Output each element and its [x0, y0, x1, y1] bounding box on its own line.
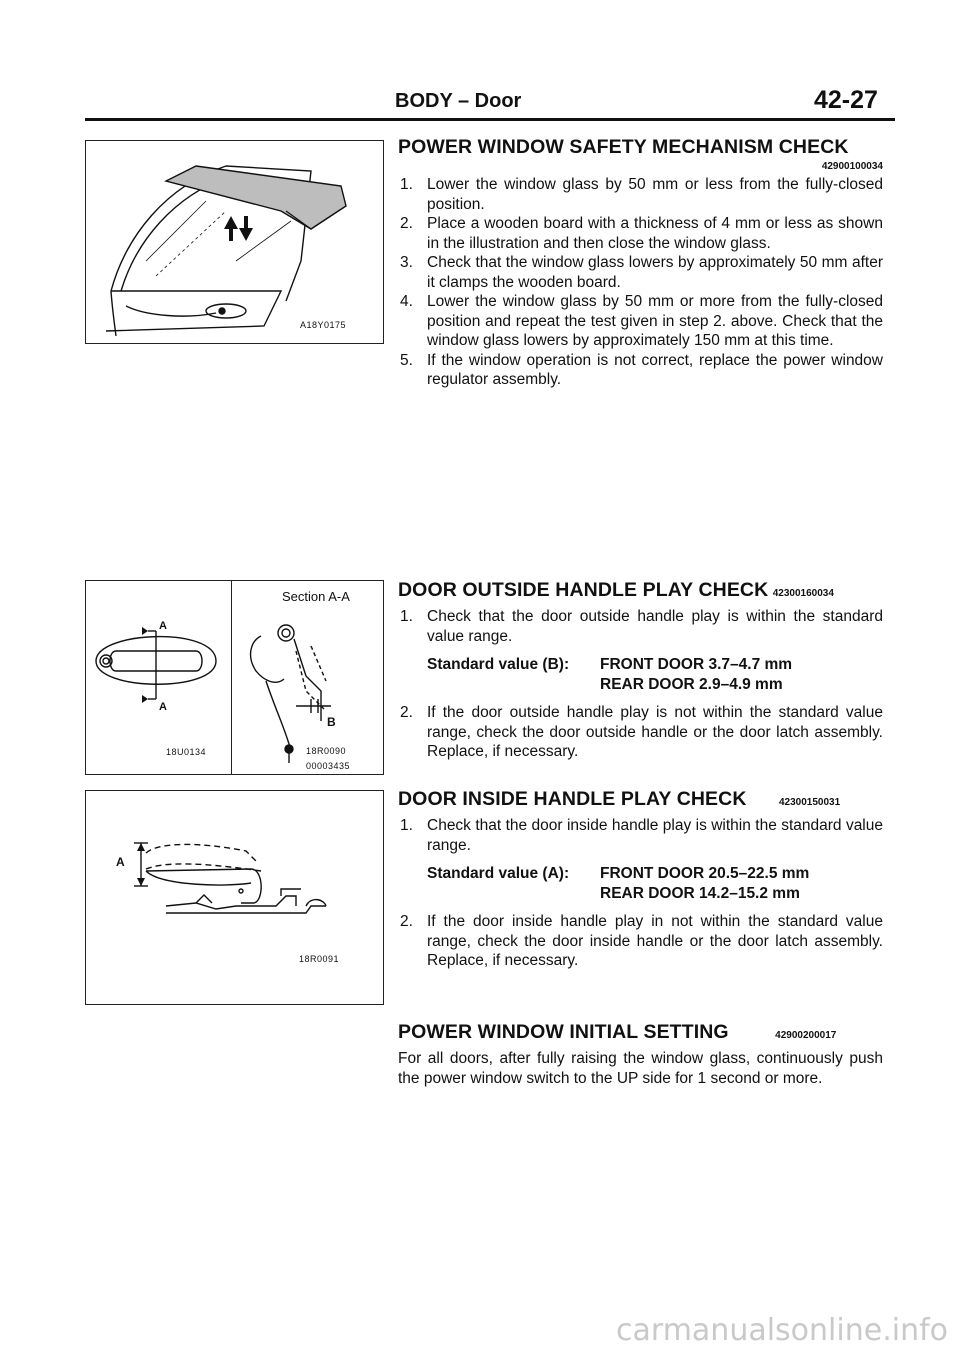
- section-body: For all doors, after fully raising the window glass, continuously push the power window switch to the UP side for 1 second or more.: [398, 1050, 883, 1087]
- figure-code-right: 18R0090: [306, 746, 347, 756]
- section-title: DOOR INSIDE HANDLE PLAY CHECK: [398, 788, 747, 810]
- section-a-a-label: Section A-A: [282, 589, 350, 604]
- label-b: B: [327, 715, 336, 729]
- step-item: 1. Lower the window glass by 50 mm or less from the fully-closed position.: [400, 176, 883, 213]
- section-outside-handle-play: [398, 579, 883, 762]
- window-board-illustration: [86, 141, 383, 343]
- standard-value: Standard value (A): FRONT DOOR 20.5–22.5 mm REAR DOOR 14.2–15.2 mm: [427, 865, 810, 902]
- figure-code: A18Y0175: [300, 320, 347, 330]
- section-code: 42900100034: [821, 161, 883, 172]
- step-item: 5. If the window operation is not correct, replace the power window regulator assembly.: [400, 351, 883, 388]
- step-item: 2. If the door inside handle play in not within the standard value range, check the door inside handle or the door latch assembly. Replace, if necessary.: [400, 913, 883, 969]
- step-item: 2. If the door outside handle play is not within the standard value range, check the door outside handle or the door latch assembly. Replace, if necessary.: [400, 704, 883, 760]
- section-inside-handle-play: [398, 788, 883, 971]
- section-code: 42300160034: [772, 588, 834, 599]
- header-rule: [85, 118, 895, 121]
- figure-code-bottom: 00003435: [306, 761, 351, 771]
- step-item: 2. Place a wooden board with a thickness of 4 mm or less as shown in the illustration and then close the window glass.: [400, 215, 883, 252]
- section-title: POWER WINDOW SAFETY MECHANISM CHECK: [398, 136, 849, 158]
- label-a: A: [116, 855, 125, 869]
- section-title: DOOR OUTSIDE HANDLE PLAY CHECK: [398, 579, 769, 601]
- step-item: 3. Check that the window glass lowers by approximately 50 mm after it clamps the wooden board.: [400, 254, 883, 291]
- section-code: 42300150031: [778, 797, 841, 808]
- steps-list: [398, 816, 883, 855]
- section-power-window-initial-setting: [398, 1021, 883, 1088]
- figure-code: 18R0091: [299, 954, 340, 964]
- steps-list: [398, 912, 883, 971]
- page-number: 42-27: [814, 86, 878, 114]
- figure-outside-handle: [85, 580, 384, 775]
- standard-value: Standard value (B): FRONT DOOR 3.7–4.7 mm REAR DOOR 2.9–4.9 mm: [427, 656, 793, 693]
- section-title: POWER WINDOW INITIAL SETTING: [398, 1021, 729, 1043]
- page-header-title: BODY – Door: [395, 90, 522, 112]
- steps-list: [398, 607, 883, 646]
- figure-inside-handle: [85, 790, 384, 1005]
- step-item: 1. Check that the door inside handle play is within the standard value range.: [400, 817, 883, 854]
- footer-watermark[interactable]: carmanualsonline.info: [616, 1313, 948, 1348]
- steps-list: [398, 703, 883, 762]
- figure-window-board: [85, 140, 384, 344]
- label-a-top: A: [159, 620, 167, 632]
- steps-list: [398, 175, 883, 390]
- step-item: 1. Check that the door outside handle play is within the standard value range.: [400, 608, 883, 645]
- section-code: 42900200017: [775, 1030, 837, 1041]
- step-item: 4. Lower the window glass by 50 mm or more from the fully-closed position and repeat the test given in step 2. above. Check that the window glass lowers by approximately 150 mm at this time.: [400, 293, 883, 349]
- figure-code-left: 18U0134: [166, 747, 207, 757]
- section-power-window-safety: [398, 136, 883, 390]
- label-a-bottom: A: [159, 701, 167, 713]
- inside-handle-illustration: [86, 791, 383, 1004]
